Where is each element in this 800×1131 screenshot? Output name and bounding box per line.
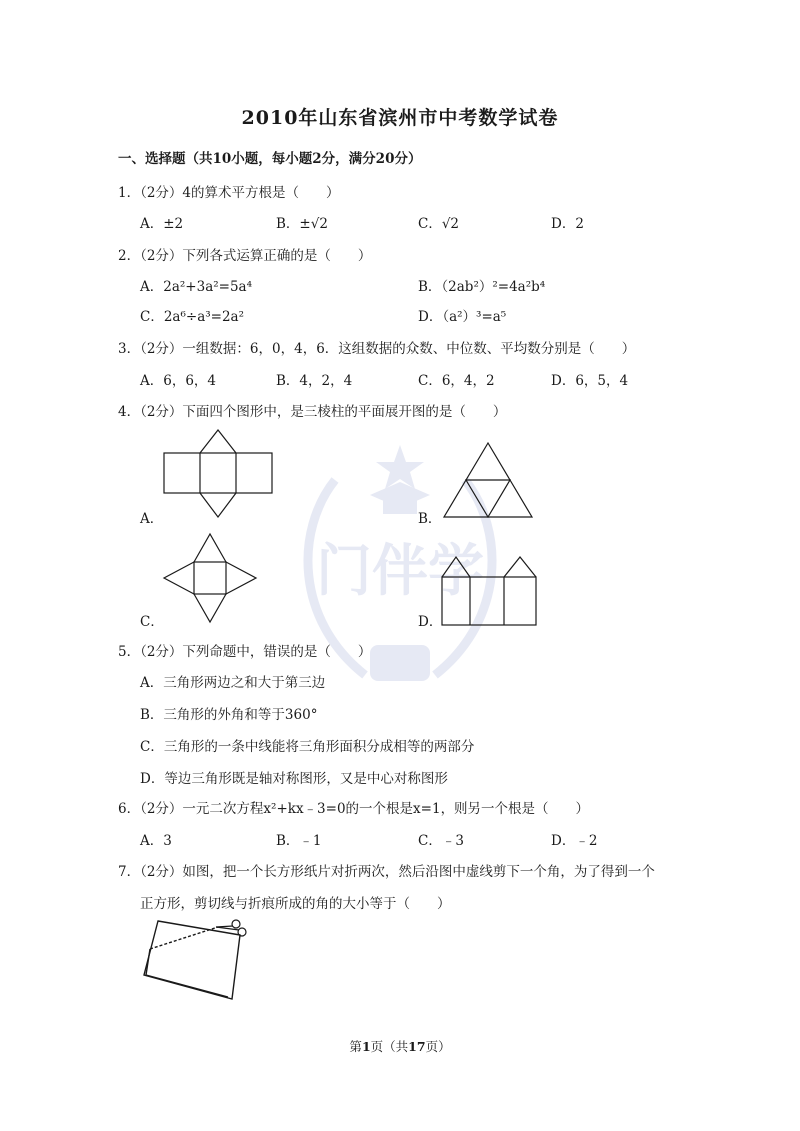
page-title: 2010年山东省滨州市中考数学试卷 bbox=[241, 107, 559, 129]
question-5-option-d: D．等边三角形既是轴对称图形，又是中心对称图形 bbox=[140, 771, 448, 787]
question-3-option-c: C．6，4，2 bbox=[418, 373, 495, 389]
question-5-option-a: A．三角形两边之和大于第三边 bbox=[140, 675, 326, 691]
question-2-option-a: A．2a²+3a²=5a⁴ bbox=[140, 279, 253, 295]
question-6-stem: 6．（2分）一元二次方程x²+kx﹣3=0的一个根是x=1，则另一个根是（ ） bbox=[118, 801, 590, 817]
folded-paper-scissors-figure bbox=[138, 915, 250, 1003]
page-footer bbox=[0, 1037, 800, 1055]
question-1-option-a: A．±2 bbox=[140, 216, 184, 232]
question-3-option-d: D．6，5，4 bbox=[551, 373, 629, 389]
footer-mid: 页（共 bbox=[370, 1039, 409, 1054]
question-1-option-b: B．±√2 bbox=[276, 216, 328, 232]
option-a-net-figure bbox=[160, 428, 280, 522]
footer-total-pages: 17 bbox=[408, 1039, 426, 1054]
question-7-stem-line-2: 正方形，剪切线与折痕所成的角的大小等于（ ） bbox=[140, 896, 451, 912]
question-2-stem: 2．（2分）下列各式运算正确的是（ ） bbox=[118, 248, 372, 264]
question-7-stem-line-1: 7．（2分）如图，把一个长方形纸片对折两次，然后沿图中虚线剪下一个角，为了得到一个 bbox=[118, 864, 655, 880]
question-5-option-c: C．三角形的一条中线能将三角形面积分成相等的两部分 bbox=[140, 739, 475, 755]
question-5-stem: 5．（2分）下列命题中，错误的是（ ） bbox=[118, 644, 372, 660]
option-c-net-figure bbox=[162, 532, 262, 624]
question-6-option-b: B．﹣1 bbox=[276, 833, 322, 849]
question-1-option-c: C．√2 bbox=[418, 216, 460, 232]
question-5-option-b: B．三角形的外角和等于360° bbox=[140, 707, 318, 723]
question-6-option-d: D．﹣2 bbox=[551, 833, 598, 849]
question-2-option-b: B．（2ab²）²=4a²b⁴ bbox=[418, 279, 546, 295]
option-b-net-figure bbox=[440, 441, 536, 521]
footer-page-number: 1 bbox=[361, 1039, 371, 1054]
question-4-option-b: B． bbox=[418, 511, 442, 527]
question-4-option-a: A． bbox=[140, 511, 164, 527]
question-4-option-c: C． bbox=[140, 614, 164, 630]
section-heading: 一、选择题（共10小题，每小题2分，满分20分） bbox=[118, 151, 422, 167]
question-4-option-d: D． bbox=[418, 614, 443, 630]
question-1-stem: 1．（2分）4的算术平方根是（ ） bbox=[118, 185, 340, 201]
question-3-option-a: A．6，6，4 bbox=[140, 373, 217, 389]
svg-text:门伴学: 门伴学 bbox=[316, 539, 484, 602]
question-3-stem: 3．（2分）一组数据：6，0，4，6．这组数据的众数、中位数、平均数分别是（ ） bbox=[118, 341, 636, 357]
footer-prefix: 第 bbox=[349, 1039, 362, 1054]
question-2-option-c: C．2a⁶÷a³=2a² bbox=[140, 309, 245, 325]
question-6-option-a: A．3 bbox=[140, 833, 172, 849]
option-d-net-figure bbox=[440, 553, 540, 629]
question-2-option-d: D．（a²）³=a⁵ bbox=[418, 309, 507, 325]
question-4-stem: 4．（2分）下面四个图形中，是三棱柱的平面展开图的是（ ） bbox=[118, 404, 507, 420]
footer-suffix: 页） bbox=[425, 1039, 451, 1054]
question-6-option-c: C．﹣3 bbox=[418, 833, 464, 849]
question-3-option-b: B．4，2，4 bbox=[276, 373, 353, 389]
question-1-option-d: D．2 bbox=[551, 216, 584, 232]
